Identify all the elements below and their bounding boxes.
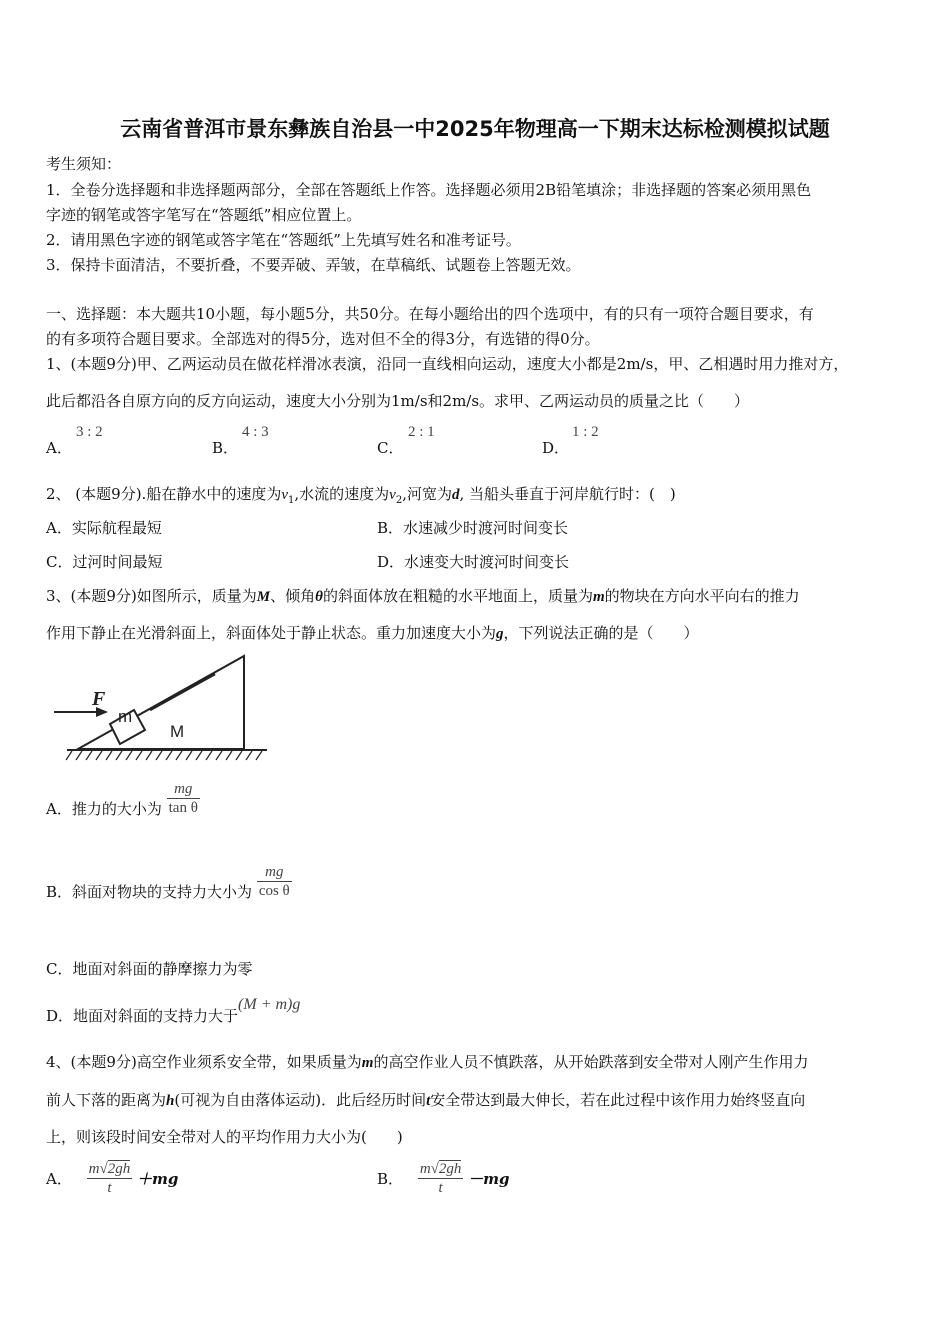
notice-item: 2．请用黑色字迹的钢笔或答字笔在“答题纸”上先填写姓名和准考证号。 xyxy=(46,231,521,249)
question-4-stem: 上，则该段时间安全带对人的平均作用力大小为( ) xyxy=(46,1128,403,1146)
section-instructions: 一、选择题：本大题共10小题，每小题5分，共50分。在每小题给出的四个选项中，有的只有一项符合题目要求，有 xyxy=(46,305,814,323)
question-1-stem: 此后都沿各自原方向的反方向运动，速度大小分别为1m/s和2m/s。求甲、乙两运动员的质量之比（ ） xyxy=(46,392,750,410)
q3-option-a: A．推力的大小为 $\frac{mg}{\text{tan θ}}$ xyxy=(46,781,198,818)
q2-option-a: A．实际航程最短 xyxy=(46,519,162,537)
q1-option-c-value: 2 : 1 xyxy=(408,424,435,440)
q1-option-d-label: D． xyxy=(542,439,570,457)
ground-hatching xyxy=(66,751,262,760)
question-3-stem: 3、(本题9分)如图所示，质量为M、倾角θ的斜面体放在粗糙的水平地面上，质量为m的物块在方向水平向右的推力 xyxy=(46,587,800,605)
wedge-label: M xyxy=(170,722,185,741)
q3-option-b: B．斜面对物块的支持力大小为 $\frac{mg}{\text{cos θ}}$ xyxy=(46,864,290,901)
incline-figure xyxy=(50,650,275,765)
q1-option-c-label: C． xyxy=(377,439,404,457)
notice-item: 3．保持卡面清洁，不要折叠，不要弄破、弄皱，在草稿纸、试题卷上答题无效。 xyxy=(46,256,581,274)
notice-heading: 考生须知： xyxy=(46,155,122,173)
question-4-stem: 前人下落的距离为h(可视为自由落体运动)．此后经历时间t安全带达到最大伸长，若在此过程中该作用力始终竖直向 xyxy=(46,1091,806,1109)
block-label: m xyxy=(118,707,133,726)
incline-surface-mark xyxy=(150,674,215,710)
question-4-stem: 4、(本题9分)高空作业须系安全带，如果质量为m的高空作业人员不慎跌落，从开始跌落到安全带对人刚产生作用力 xyxy=(46,1053,809,1071)
question-1-stem: 1、(本题9分)甲、乙两运动员在做花样滑冰表演，沿同一直线相向运动，速度大小都是2m/s，甲、乙相遇时用力推对方， xyxy=(46,355,849,373)
page-title: 云南省普洱市景东彝族自治县一中2025年物理高一下期末达标检测模拟试题 xyxy=(120,117,830,141)
question-2-stem: 2、 (本题9分).船在静水中的速度为$v_1$,水流的速度为$v_2$,河宽为d, 当船头垂直于河岸航行时：( ) xyxy=(46,485,676,506)
force-label: F xyxy=(92,688,106,710)
q2-option-b: B．水速减少时渡河时间变长 xyxy=(377,519,569,537)
q1-option-a-value: 3 : 2 xyxy=(76,424,103,440)
q3-option-c: C．地面对斜面的静摩擦力为零 xyxy=(46,960,253,978)
q2-option-c: C．过河时间最短 xyxy=(46,553,163,571)
q4-option-a: A． $\frac{m√2gh}{t}$ ＋mg xyxy=(46,1161,179,1196)
q4-option-b: B． $\frac{m√2gh}{t}$ －mg xyxy=(377,1161,510,1196)
notice-item: 1．全卷分选择题和非选择题两部分，全部在答题纸上作答。选择题必须用2B铅笔填涂；非选择题的答案必须用黑色 xyxy=(46,181,812,199)
section-instructions: 的有多项符合题目要求。全部选对的得5分，选对但不全的得3分，有选错的得0分。 xyxy=(46,330,600,348)
q2-option-d: D．水速变大时渡河时间变长 xyxy=(377,553,570,571)
q1-option-b-value: 4 : 3 xyxy=(242,424,269,440)
q1-option-b-label: B． xyxy=(212,439,239,457)
notice-item: 字迹的钢笔或答字笔写在“答题纸”相应位置上。 xyxy=(46,206,362,224)
q1-option-a-label: A． xyxy=(46,439,72,457)
q1-option-d-value: 1 : 2 xyxy=(572,424,599,440)
question-3-stem: 作用下静止在光滑斜面上，斜面体处于静止状态。重力加速度大小为g，下列说法正确的是（ ） xyxy=(46,624,699,642)
q3-option-d: D．地面对斜面的支持力大于(M + m)g xyxy=(46,996,301,1025)
